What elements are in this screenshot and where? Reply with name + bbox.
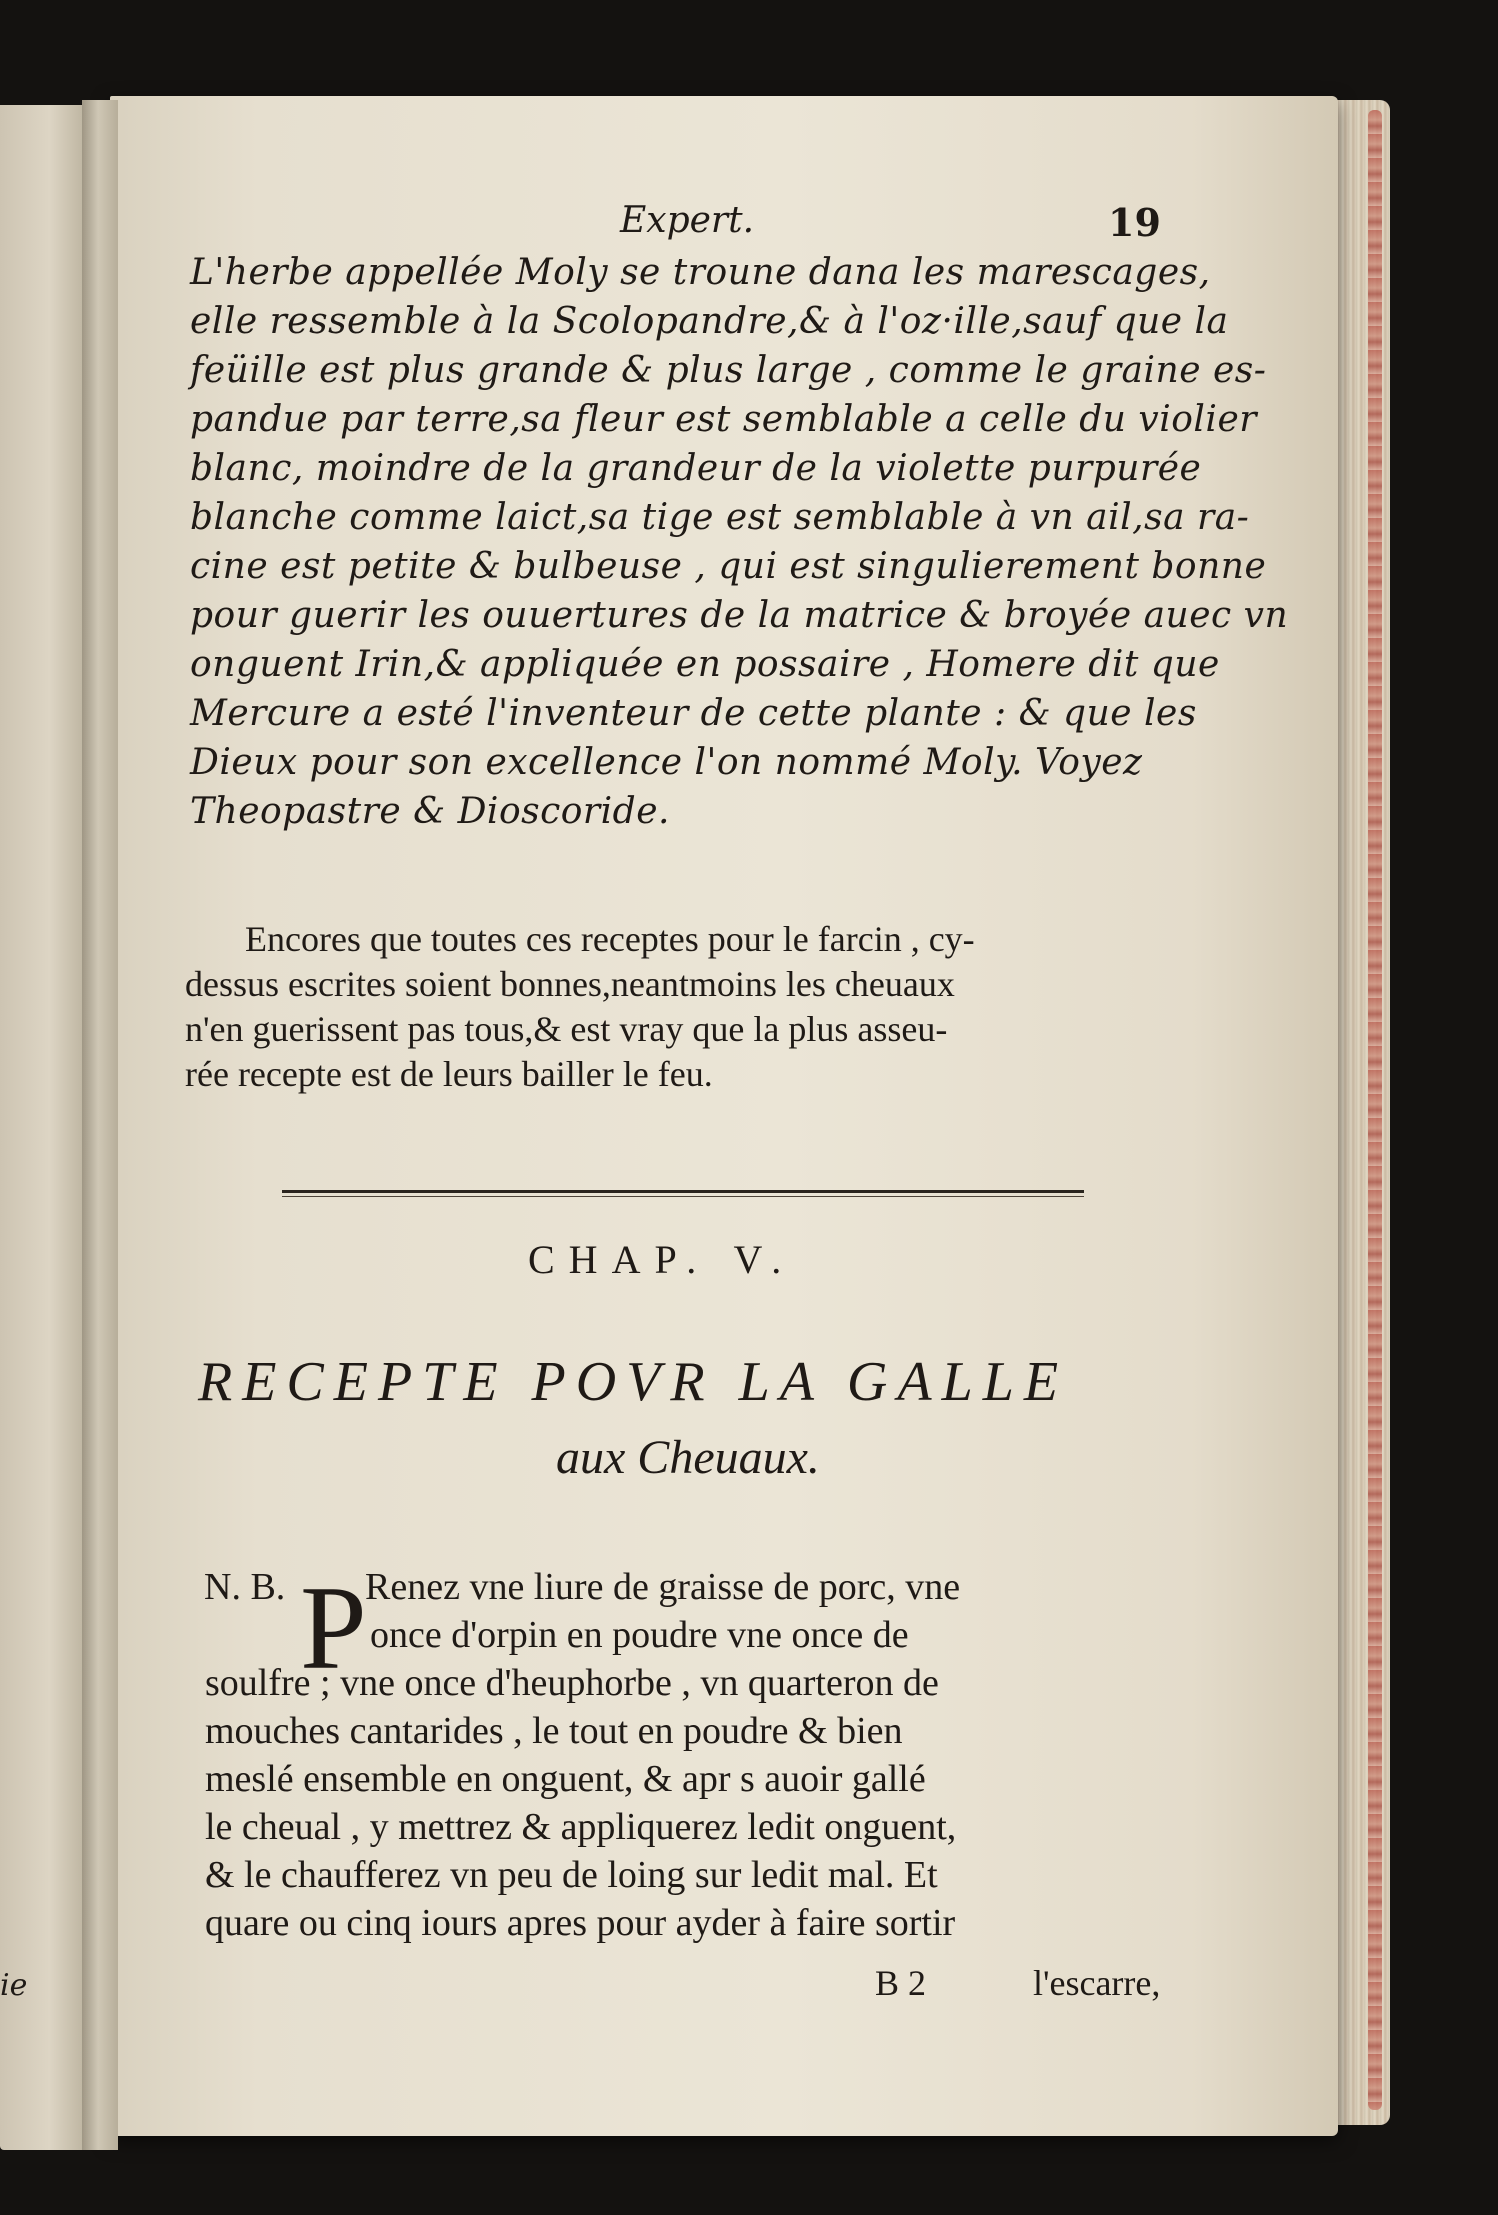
italic-line: elle ressemble à la Scolopandre,& à l'oz·ille,sauf que la (190, 301, 1229, 342)
book-gutter (82, 100, 118, 2150)
italic-line: onguent Irin,& appliquée en possaire , Homere dit que (190, 644, 1220, 685)
nb-mark: N. B. (204, 1566, 286, 1608)
recipe-line: le cheual , y mettrez & appliquerez ledit onguent, (205, 1806, 957, 1848)
recipe-line: mouches cantarides , le tout en poudre & bien (205, 1710, 903, 1752)
chapter-title-line1: RECEPTE POVR LA GALLE (198, 1351, 1069, 1413)
catchword: l'escarre, (1033, 1963, 1161, 2003)
page-number: 19 (1108, 200, 1161, 245)
recipe-line: & le chaufferez vn peu de loing sur ledit mal. Et (205, 1854, 938, 1896)
left-margin-fragment: ie (0, 1968, 28, 2003)
italic-line: Dieux pour son excellence l'on nommé Moly. Voyez (190, 742, 1143, 783)
red-edge-stain (1368, 110, 1382, 2110)
section-rule (282, 1190, 1084, 1193)
roman-line: rée recepte est de leurs bailler le feu. (185, 1054, 713, 1094)
recipe-line: meslé ensemble en onguent, & apr s auoir gallé (205, 1758, 926, 1800)
italic-line: Mercure a esté l'inventeur de cette plante : & que les (190, 693, 1197, 734)
recipe-line: Renez vne liure de graisse de porc, vne (365, 1566, 961, 1608)
italic-line: Theopastre & Dioscoride. (190, 791, 670, 832)
italic-line: blanche comme laict,sa tige est semblable à vn ail,sa ra- (190, 497, 1250, 538)
italic-line: cine est petite & bulbeuse , qui est singulierement bonne (190, 546, 1267, 587)
chapter-title-line2: aux Cheuaux. (556, 1431, 820, 1484)
roman-line: dessus escrites soient bonnes,neantmoins les cheuaux (185, 964, 955, 1004)
roman-line: n'en guerissent pas tous,& est vray que la plus asseu- (185, 1009, 948, 1049)
signature-mark: B 2 (875, 1963, 927, 2003)
italic-line: pour guerir les ouuertures de la matrice & broyée auec vn (190, 595, 1289, 636)
italic-line: blanc, moindre de la grandeur de la violette purpurée (190, 448, 1202, 489)
italic-line: pandue par terre,sa fleur est semblable a celle du violier (190, 399, 1257, 440)
drop-cap: P (300, 1561, 367, 1694)
section-rule-thin (282, 1196, 1084, 1197)
chapter-label: CHAP. V. (528, 1237, 796, 1282)
recipe-line: soulfre ; vne once d'heuphorbe , vn quarteron de (205, 1662, 939, 1704)
italic-line: feüille est plus grande & plus large , comme le graine es- (190, 350, 1267, 391)
recipe-line: quare ou cinq iours apres pour ayder à faire sortir (205, 1902, 956, 1944)
roman-line: Encores que toutes ces receptes pour le farcin , cy- (245, 919, 975, 959)
running-title: Expert. (620, 200, 755, 241)
left-page-edge (0, 105, 90, 2150)
italic-line: L'herbe appellée Moly se troune dana les marescages, (190, 252, 1211, 293)
recipe-line: once d'orpin en poudre vne once de (370, 1614, 909, 1656)
